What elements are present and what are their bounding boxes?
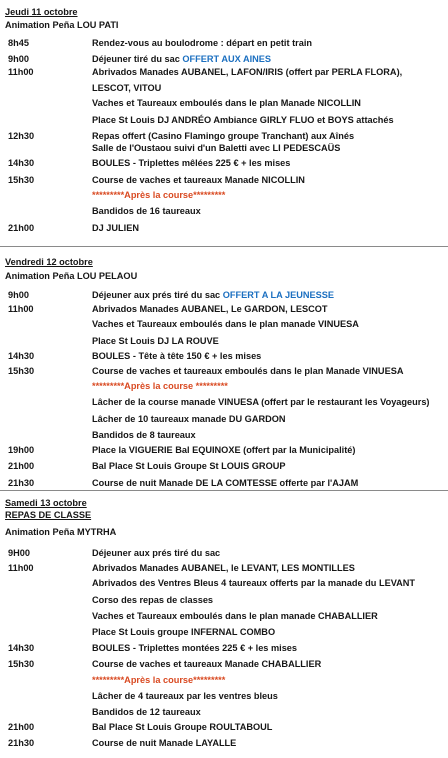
schedule-row — [0, 97, 448, 110]
event-description — [92, 114, 394, 127]
event-text: Course de vaches et taureaux emboulés dans le plan Manade VINUESA — [92, 366, 404, 376]
event-text: Place la VIGUERIE Bal EQUINOXE (offert par la Municipalité) — [92, 445, 356, 455]
event-description — [92, 658, 321, 671]
schedule-row — [0, 82, 448, 95]
schedule-row — [0, 594, 448, 607]
event-time: 14h30 — [8, 643, 35, 653]
schedule-row — [0, 222, 448, 235]
event-description — [92, 97, 361, 110]
event-text: LESCOT, VITOU — [92, 83, 162, 93]
schedule-row — [0, 674, 448, 687]
event-time: 11h00 — [8, 304, 34, 314]
event-description — [92, 610, 378, 623]
day-title: Jeudi 11 octobre — [5, 7, 78, 17]
schedule-row — [0, 365, 448, 378]
event-time: 15h30 — [8, 175, 35, 185]
schedule-row — [0, 706, 448, 719]
event-text: Place St Louis DJ LA ROUVE — [92, 336, 219, 346]
event-description — [92, 222, 139, 235]
schedule-row — [0, 610, 448, 623]
event-title: REPAS DE CLASSE — [5, 510, 92, 520]
schedule-row — [0, 157, 448, 170]
animation-pena: Animation Peña LOU PELAOU — [5, 271, 138, 281]
event-description — [92, 444, 355, 457]
event-time: 11h00 — [8, 563, 34, 573]
event-text: Bandidos de 12 taureaux — [92, 707, 201, 717]
event-description — [92, 460, 285, 473]
event-description — [92, 577, 415, 590]
event-text: Place St Louis groupe INFERNAL COMBO — [92, 627, 276, 637]
event-text: Course de vaches et taureaux Manade NICOLLIN — [92, 175, 305, 185]
event-text: Course de vaches et taureaux Manade CHABALLIER — [92, 659, 322, 669]
schedule-row — [0, 114, 448, 127]
schedule-row — [0, 429, 448, 442]
schedule-row — [0, 66, 448, 79]
event-text: Bal Place St Louis Groupe ROULTABOUL — [92, 722, 273, 732]
event-description — [92, 289, 334, 302]
event-description — [92, 365, 403, 378]
event-description — [92, 562, 355, 575]
schedule-row — [0, 547, 448, 560]
event-text: *********Après la course********* — [92, 190, 226, 200]
after-course-banner — [92, 674, 225, 687]
event-description — [92, 594, 213, 607]
event-time: 14h30 — [8, 351, 35, 361]
schedule-row — [0, 562, 448, 575]
after-course-banner — [92, 380, 228, 393]
event-time: 21h30 — [8, 738, 35, 748]
schedule-row — [0, 721, 448, 734]
event-time: 9h00 — [8, 290, 29, 300]
event-description — [92, 53, 271, 66]
event-text: Vaches et Taureaux emboulés dans le plan Manade NICOLLIN — [92, 98, 361, 108]
event-text: Bal Place St Louis Groupe St LOUIS GROUP — [92, 461, 286, 471]
event-description — [92, 157, 290, 170]
event-text: *********Après la course********* — [92, 675, 226, 685]
section-divider — [0, 490, 448, 491]
schedule-row — [0, 460, 448, 473]
event-time: 19h00 — [8, 445, 35, 455]
event-time: 21h00 — [8, 461, 35, 471]
offer-highlight: OFFERT AUX AINES — [182, 54, 272, 64]
event-text: Déjeuner tiré du sac — [92, 54, 183, 64]
schedule-row — [0, 690, 448, 703]
event-description — [92, 396, 430, 409]
event-text: Rendez-vous au boulodrome : départ en petit train — [92, 38, 313, 48]
animation-pena: Animation Peña MYTRHA — [5, 527, 117, 537]
event-text: Place St Louis DJ ANDRÉO Ambiance GIRLY FLUO et BOYS attachés — [92, 115, 394, 125]
event-description — [92, 626, 275, 639]
event-text: BOULES - Triplettes mêlées 225 € + les mises — [92, 158, 291, 168]
event-text: Vaches et Taureaux emboulés dans le plan manade CHABALLIER — [92, 611, 378, 621]
event-text: DJ JULIEN — [92, 223, 139, 233]
schedule-row — [0, 318, 448, 331]
event-time: 9h00 — [8, 54, 29, 64]
event-text: Lâcher de 10 taureaux manade DU GARDON — [92, 414, 286, 424]
schedule-row — [0, 626, 448, 639]
event-description — [92, 37, 312, 50]
event-text: Salle de l'Oustaou suivi d'un Baletti avec LI PEDESCAÜS — [92, 143, 341, 153]
schedule-row — [0, 174, 448, 187]
event-text: Déjeuner aux prés tiré du sac — [92, 548, 221, 558]
event-time: 8h45 — [8, 38, 29, 48]
schedule-row — [0, 289, 448, 302]
schedule-row — [0, 396, 448, 409]
event-description — [92, 318, 359, 331]
event-text: Lâcher de 4 taureaux par les ventres bleus — [92, 691, 278, 701]
schedule-row — [0, 303, 448, 316]
event-text: BOULES - Tête à tête 150 € + les mises — [92, 351, 262, 361]
event-text: Bandidos de 8 taureaux — [92, 430, 196, 440]
event-description — [92, 429, 196, 442]
schedule-row — [0, 189, 448, 202]
event-time: 15h30 — [8, 659, 35, 669]
event-text: Abrivados Manades AUBANEL, LAFON/IRIS (offert par PERLA FLORA), — [92, 67, 403, 77]
event-text: *********Après la course ********* — [92, 381, 228, 391]
event-description — [92, 205, 201, 218]
event-text: Déjeuner aux prés tiré du sac — [92, 290, 223, 300]
event-text: Lâcher de la course manade VINUESA (offert par le restaurant les Voyageurs) — [92, 397, 430, 407]
schedule-row — [0, 350, 448, 363]
event-time: 15h30 — [8, 366, 35, 376]
event-text: Abrivados des Ventres Bleus 4 taureaux offerts par la manade du LEVANT — [92, 578, 416, 588]
event-description — [92, 477, 358, 490]
event-text: Course de nuit Manade LAYALLE — [92, 738, 237, 748]
schedule-row — [0, 380, 448, 393]
event-time: 21h00 — [8, 722, 35, 732]
event-text: Abrivados Manades AUBANEL, le LEVANT, LES MONTILLES — [92, 563, 355, 573]
schedule-row — [0, 335, 448, 348]
day-title: Samedi 13 octobre — [5, 498, 87, 508]
event-description — [92, 721, 272, 734]
event-description — [92, 737, 236, 750]
event-description — [92, 690, 278, 703]
offer-highlight: OFFERT A LA JEUNESSE — [222, 290, 335, 300]
event-time: 12h30 — [8, 131, 35, 141]
schedule-row — [0, 53, 448, 66]
schedule-row — [0, 658, 448, 671]
event-time: 9H00 — [8, 548, 30, 558]
schedule-row — [0, 737, 448, 750]
schedule-row — [0, 205, 448, 218]
event-description — [92, 413, 286, 426]
section-divider — [0, 246, 448, 247]
event-text: Course de nuit Manade DE LA COMTESSE offerte par l'AJAM — [92, 478, 359, 488]
schedule-row — [0, 477, 448, 490]
schedule-row — [0, 642, 448, 655]
event-time: 11h00 — [8, 67, 34, 77]
event-description — [92, 642, 297, 655]
event-description — [92, 82, 161, 95]
event-text: Vaches et Taureaux emboulés dans le plan manade VINUESA — [92, 319, 359, 329]
event-description — [92, 335, 219, 348]
schedule-row — [0, 413, 448, 426]
event-description — [92, 142, 340, 155]
day-title: Vendredi 12 octobre — [5, 257, 93, 267]
event-text: BOULES - Triplettes montées 225 € + les mises — [92, 643, 298, 653]
event-text: Bandidos de 16 taureaux — [92, 206, 201, 216]
event-description — [92, 547, 220, 560]
event-description — [92, 706, 201, 719]
event-description — [92, 174, 305, 187]
event-text: Repas offert (Casino Flamingo groupe Tranchant) aux Aînés — [92, 131, 355, 141]
event-time: 21h00 — [8, 223, 35, 233]
animation-pena: Animation Peña LOU PATI — [5, 20, 119, 30]
after-course-banner — [92, 189, 225, 202]
event-description — [92, 303, 328, 316]
event-description — [92, 350, 261, 363]
event-time: 21h30 — [8, 478, 35, 488]
event-text: Abrivados Manades AUBANEL, Le GARDON, LESCOT — [92, 304, 328, 314]
schedule-row — [0, 37, 448, 50]
schedule-row — [0, 444, 448, 457]
event-time: 14h30 — [8, 158, 35, 168]
event-text: Corso des repas de classes — [92, 595, 214, 605]
event-description — [92, 66, 402, 79]
schedule-row — [0, 142, 448, 155]
schedule-row — [0, 577, 448, 590]
